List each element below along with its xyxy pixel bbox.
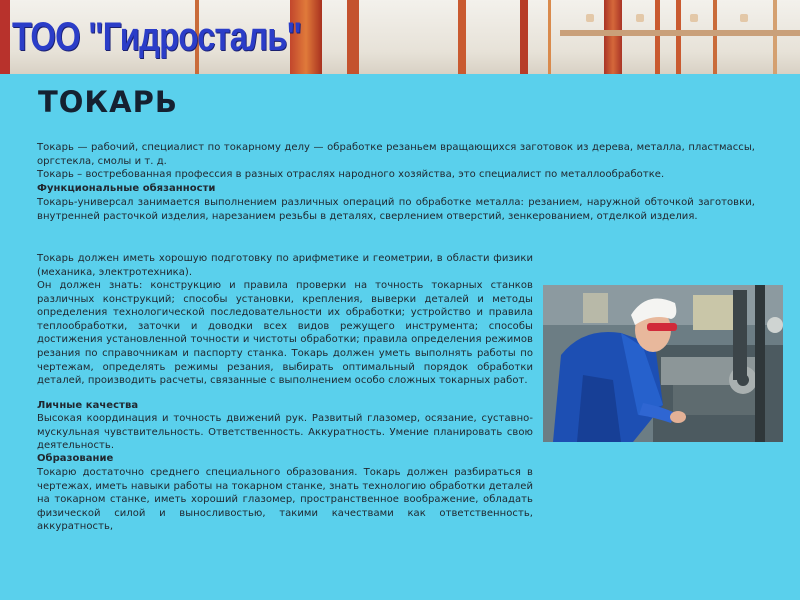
- factory-beam: [604, 0, 622, 74]
- factory-beam: [713, 0, 717, 74]
- turner-photo: [543, 285, 783, 442]
- intro-paragraph-demand: Токарь – востребованная профессия в разных отраслях народного хозяйства, это специалист по металлообработке.: [37, 169, 665, 180]
- intro-paragraph-definition: Токарь — рабочий, специалист по токарному делу — обработке резаньем вращающихся заготовок из дерева, металла, пластмассы, оргстекла, смолы и т. д.: [37, 142, 755, 167]
- duties-text: Токарь-универсал занимается выполнением различных операций по обработке металла: резанием, наружной обточкой заготовки, внутренней расточкой изделия, нарезанием резьбы в деталях, сверлением отверстий, зенкерованием, отделкой изделия.: [37, 197, 755, 222]
- factory-rivet: [740, 14, 748, 22]
- page-title: ТОКАРЬ: [38, 85, 178, 119]
- factory-beam: [676, 0, 681, 74]
- factory-beam: [548, 0, 551, 74]
- knowledge-paragraph-math: Токарь должен иметь хорошую подготовку по арифметике и геометрии, в области физики (механика, электротехника).: [37, 253, 533, 278]
- factory-beam: [655, 0, 660, 74]
- factory-beam: [347, 0, 359, 74]
- factory-beam: [0, 0, 10, 74]
- factory-rivet: [636, 14, 644, 22]
- company-name: ТОО "Гидросталь": [12, 15, 302, 59]
- factory-crossbar: [560, 30, 800, 36]
- education-text: Токарю достаточно среднего специального образования. Токарь должен разбираться в чертежах, иметь навыки работы на токарном станке, знать технологию обработки деталей на токарном станке, иметь хороший глазомер, пространственное воображение, обладать физической силой и выносливостью, такими качествами как ответственность, аккуратность,: [37, 467, 533, 533]
- turner-at-lathe-illustration: [543, 285, 783, 442]
- duties-heading: Функциональные обязанности: [37, 183, 216, 194]
- knowledge-paragraph-skills: Он должен знать: конструкцию и правила проверки на точность токарных станков различных конструкций; способы установки, крепления, выверки деталей и методы определения технологической последовательности их обработки; устройство и правила теплообработки, заточки и доводки всех видов режущего инструмента; способы достижения установленной точности и чистоты обработки; правила определения режимов резания по справочникам и паспорту станка. Токарь должен уметь выполнять работы по чертежам, определять режимы резания, выбирать оптимальный порядок обработки деталей, производить расчеты, связанные с выполнением особо сложных токарных работ.: [37, 280, 533, 387]
- factory-rivet: [586, 14, 594, 22]
- personal-qualities-text: Высокая координация и точность движений рук. Развитый глазомер, осязание, суставно-мускульная чувствительность. Ответственность. Аккуратность. Умение планировать свою деятельность.: [37, 413, 533, 452]
- factory-beam: [458, 0, 466, 74]
- factory-beam: [520, 0, 528, 74]
- factory-rivet: [690, 14, 698, 22]
- factory-beam: [773, 0, 777, 74]
- education-heading: Образование: [37, 453, 114, 464]
- header-banner: [0, 0, 800, 74]
- personal-qualities-heading: Личные качества: [37, 400, 139, 411]
